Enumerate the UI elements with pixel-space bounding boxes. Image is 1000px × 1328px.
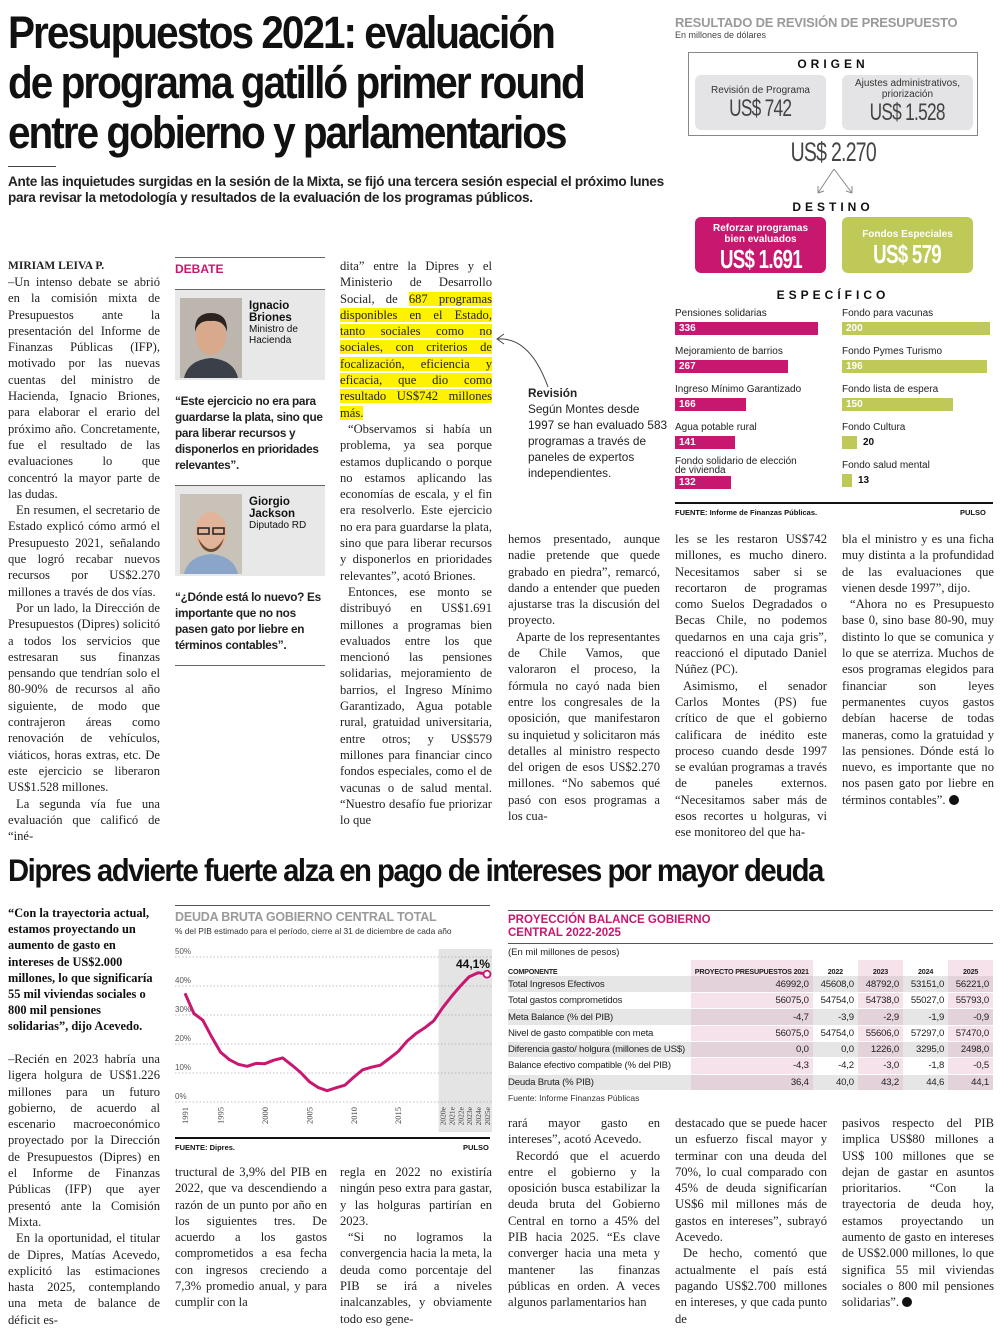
origin-item: Revisión de Programa US$ 742 bbox=[695, 75, 826, 130]
origin-label: ORIGEN bbox=[689, 53, 977, 71]
headline-line: de programa gatilló primer round bbox=[8, 58, 656, 108]
paragraph: En la oportunidad, el titular de Dipres, Matías Acevedo, explicitó las estimaciones hasta 2025, contemplando una meta de balance de déficit es- bbox=[8, 1230, 160, 1328]
bar-label: Fondo Pymes Turismo bbox=[842, 347, 1000, 357]
paragraph: La segunda vía fue una evaluación que calificó de “iné- bbox=[8, 796, 160, 845]
table-cell: 45608,0 bbox=[813, 976, 858, 992]
bar-value: 200 bbox=[846, 323, 863, 334]
divider bbox=[8, 166, 56, 167]
paragraph: pasivos respecto del PIB implica US$80 millones a US$ 100 millones que se dejan de gastar en asuntos prioritarios. “Con la trayectoria de deuda hoy, estamos proyectando un aumento de gasto en intereses de US$2.000 millones, lo que significa 55 mil viviendas sociales o 800 mil pensiones solidarias”. bbox=[842, 1115, 994, 1311]
amount: US$ 1.528 bbox=[870, 100, 945, 126]
article-column bbox=[8, 258, 160, 844]
article-column bbox=[340, 1164, 492, 1327]
x-tick-label: 1991 bbox=[180, 1107, 190, 1124]
bar bbox=[842, 322, 990, 335]
bar-item bbox=[842, 423, 1000, 449]
bar bbox=[675, 476, 731, 489]
table-cell: 56075,0 bbox=[691, 993, 813, 1009]
row-label: Total Ingresos Efectivos bbox=[508, 976, 691, 992]
bar bbox=[842, 360, 987, 373]
row-label: Balance efectivo compatible (% del PIB) bbox=[508, 1058, 691, 1074]
person-card bbox=[175, 486, 325, 576]
x-tick-label: 2022e bbox=[456, 1106, 465, 1125]
paragraph: rará mayor gasto en intereses”, acotó Acevedo. bbox=[508, 1115, 660, 1148]
destination-label: DESTINO bbox=[688, 200, 978, 214]
x-tick-label: 2005 bbox=[304, 1107, 314, 1124]
x-tick-label: 2000 bbox=[260, 1107, 270, 1124]
bar bbox=[842, 398, 953, 411]
bar-item bbox=[842, 461, 1000, 487]
bar bbox=[675, 322, 818, 335]
table-cell: 46992,0 bbox=[691, 976, 813, 992]
table-cell: -3,9 bbox=[813, 1009, 858, 1025]
bar-label: Fondo Cultura bbox=[842, 423, 1000, 433]
table-header bbox=[508, 960, 993, 976]
paragraph: En resumen, el secretario de Estado explicó cómo armó el Presupuesto 2021, señalando que logró recabar nuevos recursos por US$2.270 millones a través de dos vías. bbox=[8, 502, 160, 600]
sidebar-tag: DEBATE bbox=[175, 258, 325, 289]
table-cell: 2498,0 bbox=[948, 1041, 993, 1057]
table-cell: -1,9 bbox=[903, 1009, 948, 1025]
row-label: Meta Balance (% del PIB) bbox=[508, 1009, 691, 1025]
bar bbox=[842, 436, 857, 449]
table-unit: (En mil millones de pesos) bbox=[508, 944, 993, 960]
headline-line: entre gobierno y parlamentarios bbox=[8, 108, 656, 158]
y-tick-label: 30% bbox=[175, 1005, 191, 1014]
table-cell: 3295,0 bbox=[903, 1041, 948, 1057]
row-label: Diferencia gasto/ holgura (millones de US$) bbox=[508, 1041, 691, 1057]
column-header: PROYECTO PRESUPUESTOS 2021 bbox=[691, 960, 813, 976]
table-row bbox=[508, 1041, 993, 1057]
paragraph: Por un lado, la Dirección de Presupuestos (Dipres) solicitó a todos los servicios que estresaran sus finanzas pensando que tendrían solo el 80-90% de recursos al año siguiente, de modo que contrajeron áreas como renovación de vehículos, viáticos, horas extras, etc. De este ejercicio se liberaron US$1.528 millones. bbox=[8, 600, 160, 796]
table-cell: 40,0 bbox=[813, 1074, 858, 1090]
bar-item bbox=[842, 385, 1000, 411]
bar-item bbox=[842, 309, 1000, 335]
paragraph: regla en 2022 no existiría ningún peso extra para gastar, y las holguras partirían en 2023. bbox=[340, 1164, 492, 1229]
infographic-title: RESULTADO DE REVISIÓN DE PRESUPUESTO bbox=[675, 15, 957, 30]
bar-value: 132 bbox=[679, 477, 696, 488]
source: FUENTE: Informe de Finanzas Públicas. bbox=[675, 508, 817, 517]
paragraph: Recordó que el acuerdo entre el gobierno y la oposición busca estabilizar la deuda bruta del Gobierno Central en torno a 45% del PIB hacia 2025. “Es clave converger hacia una meta y mantener las finanzas públicas en orden. A veces algunos parlamentarios han bbox=[508, 1148, 660, 1311]
table-cell: -0,5 bbox=[948, 1058, 993, 1074]
annotation bbox=[528, 385, 668, 481]
chart-credit: PULSO bbox=[463, 1143, 489, 1152]
avatar bbox=[180, 298, 242, 378]
bar-label: Fondo lista de espera bbox=[842, 385, 1000, 395]
credit: PULSO bbox=[960, 508, 986, 517]
paragraph: les se les restaron US$742 millones, es mucho dinero. Necesitamos saber si se recortaron de programas como Suelos Degradados o Becas Chile, no podemos quedarnos en una caja gris”, reaccionó el diputado Daniel Núñez (PC). bbox=[675, 531, 827, 678]
chart-subtitle: % del PIB estimado para el período, cierre al 31 de diciembre de cada año bbox=[175, 926, 452, 936]
bar-value: 336 bbox=[679, 323, 696, 334]
y-tick-label: 50% bbox=[175, 947, 191, 956]
x-tick-label: 1995 bbox=[216, 1107, 226, 1124]
quote: “Este ejercicio no era para guardarse la plata, sino que para liberar recursos y disponerlos en prioridades relevantes”. bbox=[175, 380, 325, 485]
person-name: Giorgio Jackson Diputado RD bbox=[249, 496, 306, 531]
y-tick-label: 40% bbox=[175, 976, 191, 985]
paragraph: dita” entre la Dipres y el Ministerio de Desarrollo Social, de 687 programas disponibles en el Estado, tanto sociales como no sociales, con criterios de focalización, eficiencia y eficacia, que dio como resultado US$742 millones más. bbox=[340, 258, 492, 421]
headline-line: Presupuestos 2021: evaluación bbox=[8, 8, 656, 58]
byline: MIRIAM LEIVA P. bbox=[8, 258, 160, 274]
paragraph: “Observamos si había un problema, ya sea porque estamos duplicando o porque no estamos aplicando las economías de escala, y el fin era resolverlo. Este ejercicio no era para guardarse la plata, sino que para liberar recursos y disponerlos en prioridades relevantes”, acotó Briones. bbox=[340, 421, 492, 584]
bar-item bbox=[675, 385, 835, 411]
article-column bbox=[508, 1115, 660, 1311]
table-cell: 54754,0 bbox=[813, 993, 858, 1009]
table-row bbox=[508, 993, 993, 1009]
column-header: 2025 bbox=[948, 960, 993, 976]
table-cell: -4,3 bbox=[691, 1058, 813, 1074]
bar-item bbox=[842, 347, 1000, 373]
table-cell: -0,9 bbox=[948, 1009, 993, 1025]
table-cell: -4,7 bbox=[691, 1009, 813, 1025]
paragraph: Entonces, ese monto se distribuyó en US$1.691 millones a programas bien evaluados entre los que mencionó las pensiones solidarias, mejoramiento de barrios, el Ingreso Mínimo Garantizado, Agua potable rural, gratuidad universitaria, entre otros; y US$579 millones para financiar cinco fondos especiales, como el de vacunas o de salud mental. “Nuestro desafío fue priorizar lo que bbox=[340, 584, 492, 828]
bar-label: Fondo para vacunas bbox=[842, 309, 1000, 319]
table-row bbox=[508, 976, 993, 992]
table-cell: 44,6 bbox=[903, 1074, 948, 1090]
origin-box bbox=[688, 52, 978, 136]
bar-value: 20 bbox=[863, 436, 874, 449]
end-mark-icon bbox=[902, 1297, 912, 1307]
annotation-text: Según Montes desde 1997 se han evaluado 583 programas a través de paneles de expertos independientes. bbox=[528, 402, 667, 480]
table-cell: 43,2 bbox=[858, 1074, 903, 1090]
row-label: Total gastos comprometidos bbox=[508, 993, 691, 1009]
table-cell: 56075,0 bbox=[691, 1025, 813, 1041]
bar bbox=[675, 436, 735, 449]
destination-item: Fondos Especiales US$ 579 bbox=[842, 217, 973, 273]
bar-value: 141 bbox=[679, 437, 696, 448]
paragraph: –Recién en 2023 habría una ligera holgura de US$1.226 millones para un futuro gobierno, de acuerdo al escenario macroeconómico proyectado por la Dirección de Presupuestos (Dipres) en el Informe de Finanzas Públicas (IFP) que ayer presentó ante la Comisión Mixta. bbox=[8, 1051, 160, 1230]
column-header: 2022 bbox=[813, 960, 858, 976]
table-row bbox=[508, 1025, 993, 1041]
person-name: Ignacio Briones Ministro de Hacienda bbox=[249, 300, 298, 346]
origin-item: Ajustes administrativos, priorización US$ 1.528 bbox=[842, 75, 973, 130]
article-column bbox=[175, 1164, 327, 1311]
article-column bbox=[842, 531, 994, 808]
table-title: PROYECCIÓN BALANCE GOBIERNO CENTRAL 2022-2025 bbox=[508, 910, 993, 944]
last-point-marker bbox=[484, 971, 491, 978]
x-tick-label: 2010 bbox=[349, 1107, 359, 1124]
table-row bbox=[508, 1009, 993, 1025]
y-tick-label: 10% bbox=[175, 1063, 191, 1072]
bar-label: Pensiones solidarias bbox=[675, 309, 835, 319]
column-header: 2023 bbox=[858, 960, 903, 976]
paragraph: Aparte de los representantes de Chile Vamos, que valoraron el proceso, la fórmula no cayó nada bien entre los congresales de la oposición, que manifestaron su inquietud y solicitaron más detalles al ministro respecto del origen de esos US$2.270 millones. “No sabemos qué pasó con esos programas a los cua- bbox=[508, 629, 660, 825]
bar-label: Ingreso Mínimo Garantizado bbox=[675, 385, 835, 395]
bar bbox=[675, 398, 746, 411]
paragraph: Asimismo, el senador Carlos Montes (PS) fue crítico de que el gobierno calificara de inédito este proceso cuando desde 1997 se evalúan programas a través de paneles externos. “Necesitamos saber más de esos recortes u holguras, vi ese monitoreo del que ha- bbox=[675, 678, 827, 841]
table-cell: 0,0 bbox=[813, 1041, 858, 1057]
article-column bbox=[675, 531, 827, 841]
bar-label: Agua potable rural bbox=[675, 423, 835, 433]
table-cell: -4,2 bbox=[813, 1058, 858, 1074]
article-column bbox=[508, 531, 660, 824]
table-cell: -3,0 bbox=[858, 1058, 903, 1074]
table-cell: -1,8 bbox=[903, 1058, 948, 1074]
paragraph: De hecho, comentó que actualmente el país está pagando US$2.700 millones en intereses, y que cada punto de bbox=[675, 1245, 827, 1326]
bar-value: 196 bbox=[846, 361, 863, 372]
table-row bbox=[508, 1058, 993, 1074]
debt-line-chart bbox=[170, 905, 495, 1145]
bar-label: Mejoramiento de barrios bbox=[675, 347, 835, 357]
table-cell: 48792,0 bbox=[858, 976, 903, 992]
quote: “¿Dónde está lo nuevo? Es importante que no nos pasen gato por liebre en términos contables”. bbox=[175, 576, 325, 665]
table-cell: 44,1 bbox=[948, 1074, 993, 1090]
data-label: 44,1% bbox=[456, 957, 490, 971]
table-source: Fuente: Informe Finanzas Públicas bbox=[508, 1091, 993, 1103]
x-tick-label: 2024e bbox=[474, 1106, 483, 1125]
bar-value: 166 bbox=[679, 399, 696, 410]
headline: Dipres advierte fuerte alza en pago de intereses por mayor deuda bbox=[8, 852, 919, 889]
column-header: COMPONENTE bbox=[508, 960, 691, 976]
table-cell: 57297,0 bbox=[903, 1025, 948, 1041]
bar-label: Fondo salud mental bbox=[842, 461, 1000, 471]
table-cell: -2,9 bbox=[858, 1009, 903, 1025]
split-arrows-icon bbox=[810, 167, 860, 197]
table-cell: 57470,0 bbox=[948, 1025, 993, 1041]
amount: US$ 742 bbox=[729, 96, 791, 122]
x-tick-label: 2021e bbox=[447, 1106, 456, 1125]
row-label: Nivel de gasto compatible con meta bbox=[508, 1025, 691, 1041]
paragraph: tructural de 3,9% del PIB en 2022, que va descendiendo a razón de un punto por año en los siguientes tres. De acuerdo a los gastos comprometidos a esa fecha con ingresos creciendo a 7,3% promedio anual, y para cumplir con la bbox=[175, 1164, 327, 1311]
y-tick-label: 20% bbox=[175, 1034, 191, 1043]
table-cell: 0,0 bbox=[691, 1041, 813, 1057]
chart-source: FUENTE: Dipres. bbox=[175, 1143, 235, 1152]
annotation-title: Revisión bbox=[528, 385, 668, 401]
row-label: Deuda Bruta (% PIB) bbox=[508, 1074, 691, 1090]
table-cell: 54738,0 bbox=[858, 993, 903, 1009]
pull-quote: “Con la trayectoria actual, estamos proyectando un aumento de gasto en intereses de US$2.000 millones, lo que significaría 55 mil viviendas sociales o 800 mil pensiones solidarias”, dijo Acevedo. bbox=[8, 905, 163, 1035]
specific-label: ESPECÍFICO bbox=[688, 288, 978, 302]
balance-table bbox=[508, 910, 993, 1103]
table-cell: 54754,0 bbox=[813, 1025, 858, 1041]
bar-value: 13 bbox=[858, 474, 869, 487]
paragraph: bla el ministro y es una ficha muy distinta a la profundidad de las evaluaciones que vienen desde 1997”, dijo. bbox=[842, 531, 994, 596]
x-tick-label: 2025e bbox=[483, 1106, 492, 1125]
paragraph: –Un intenso debate se abrió en la comisión mixta de Presupuestos ante la presentación del Informe de Finanzas Públicas (IFP), motivado por las nuevas cuentas del ministro de Hacienda, Ignacio Briones, para elaborar el erario del próximo año. Concretamente, fue el resultado de las evaluaciones lo que concentró la mayor parte de las dudas. bbox=[8, 274, 160, 502]
table-cell: 53151,0 bbox=[903, 976, 948, 992]
paragraph: hemos presentado, aunque nadie pretende que quede grabado en piedra”, remarcó, dando a entender que pueden ajustarse tras la discusión del proyecto. bbox=[508, 531, 660, 629]
table-cell: 55027,0 bbox=[903, 993, 948, 1009]
bar-label: Fondo solidario de elección de vivienda bbox=[675, 457, 810, 475]
table-cell: 55793,0 bbox=[948, 993, 993, 1009]
y-tick-label: 0% bbox=[175, 1092, 187, 1101]
bar-item bbox=[675, 347, 835, 373]
bar-value: 267 bbox=[679, 361, 696, 372]
headline bbox=[8, 8, 656, 158]
paragraph: “Ahora no es Presupuesto base 0, sino base 80-90, muy distinto lo que se comunica y lo que se aterriza. Muchos de esos programas elegidos para financiar son leyes permanentes cuyos gastos debían hacerse de todas maneras, como la gratuidad y las pensiones. Dónde está lo nuevo, es importante que no nos pasen gato por liebre en términos contables”. bbox=[842, 596, 994, 808]
paragraph: “Si no logramos la convergencia hacia la meta, la deuda como porcentaje del PIB se irá a niveles inalcanzables, y obviamente todo eso gene- bbox=[340, 1229, 492, 1327]
infographic-subtitle: En millones de dólares bbox=[675, 30, 766, 40]
x-tick-label: 2015 bbox=[393, 1107, 403, 1124]
table-cell: 1226,0 bbox=[858, 1041, 903, 1057]
chart-title: DEUDA BRUTA GOBIERNO CENTRAL TOTAL bbox=[175, 910, 436, 924]
table-cell: 56221,0 bbox=[948, 976, 993, 992]
article-column bbox=[842, 1115, 994, 1311]
article-column bbox=[675, 1115, 827, 1327]
bar-item bbox=[675, 309, 835, 335]
table-row bbox=[508, 1074, 993, 1090]
bar-item bbox=[675, 423, 835, 449]
paragraph: destacado que se puede hacer un esfuerzo fiscal mayor y terminar con una deuda del 70%, lo cual comparado con 45% de deuda significarían US$6 mil millones más de gastos en intereses”, subrayó Acevedo. bbox=[675, 1115, 827, 1245]
article-column bbox=[8, 1051, 160, 1328]
end-mark-icon bbox=[949, 795, 959, 805]
bar-value: 150 bbox=[846, 399, 863, 410]
annotation-arrow-icon bbox=[490, 325, 570, 390]
avatar bbox=[180, 494, 242, 574]
total-amount: US$ 2.270 bbox=[790, 139, 875, 165]
debate-sidebar bbox=[175, 257, 325, 666]
bar bbox=[842, 474, 852, 487]
x-tick-label: 2023e bbox=[465, 1106, 474, 1125]
article-column bbox=[340, 258, 492, 828]
deck: Ante las inquietudes surgidas en la sesión de la Mixta, se fijó una tercera sesión especial el próximo lunes para revisar la metodología y resultados de la evaluación de los programas públicos. bbox=[8, 174, 668, 206]
table-cell: 36,4 bbox=[691, 1074, 813, 1090]
column-header: 2024 bbox=[903, 960, 948, 976]
bar-item bbox=[675, 461, 835, 489]
x-tick-label: 2020e bbox=[439, 1106, 448, 1125]
table-cell: 55606,0 bbox=[858, 1025, 903, 1041]
bar bbox=[675, 360, 788, 373]
highlighted-text: 687 programas disponibles en el Estado, tanto sociales como no sociales, con criterios de focalización, eficiencia y eficacia, que dio como resultado US$742 millones más. bbox=[340, 292, 492, 420]
destination-item: Reforzar programas bien evaluados US$ 1.691 bbox=[695, 217, 826, 273]
person-card bbox=[175, 290, 325, 380]
